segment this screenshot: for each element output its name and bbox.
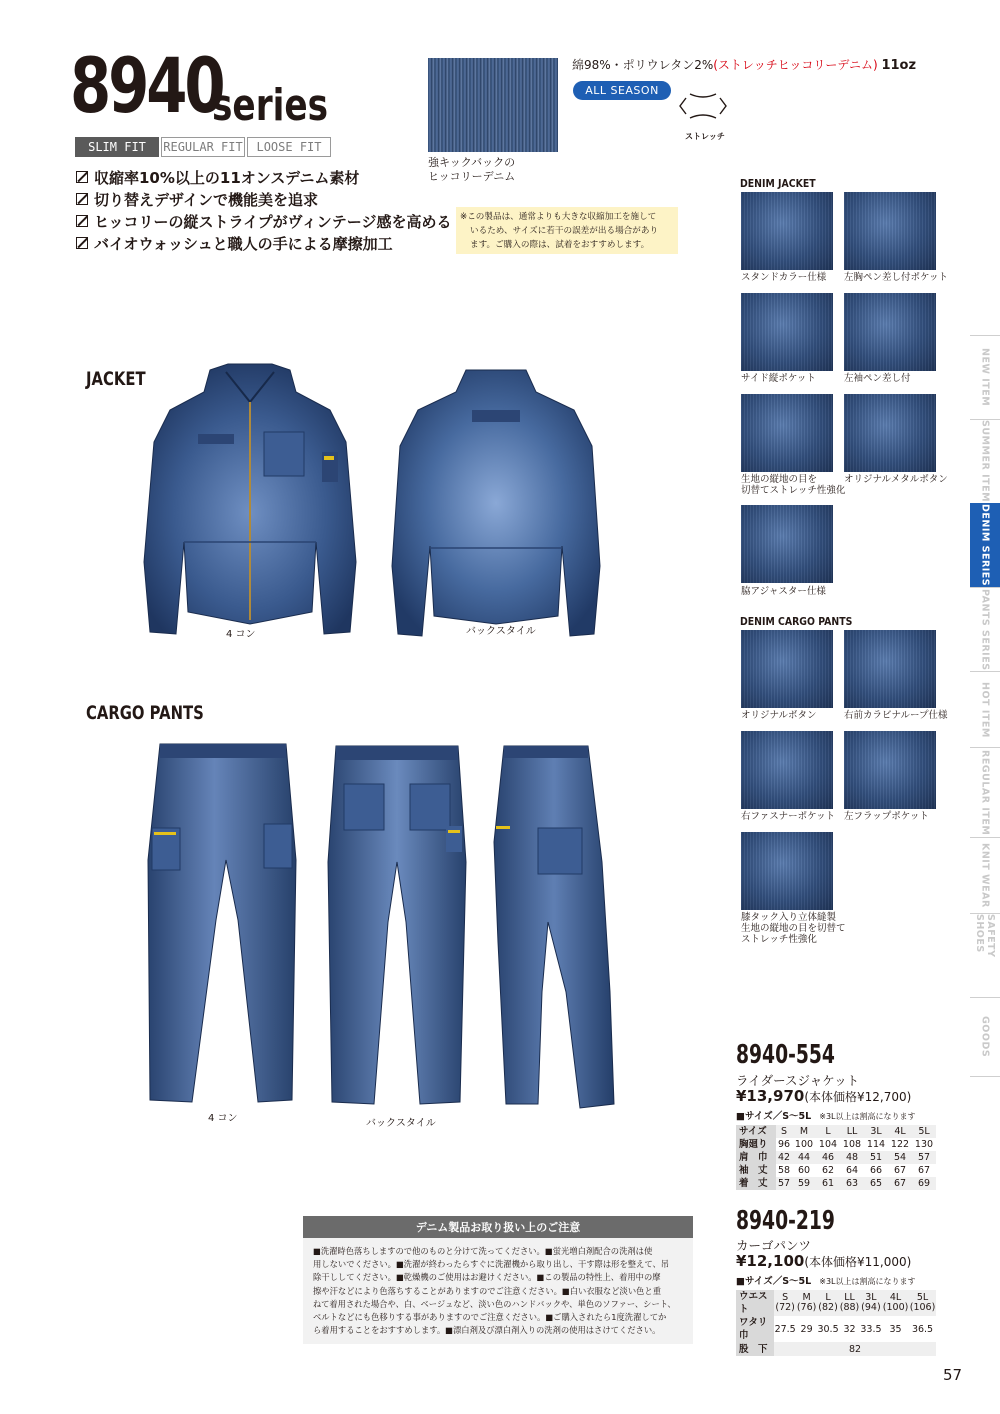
series-number: 8940 (70, 41, 223, 130)
fit-loose: LOOSE FIT (247, 137, 331, 157)
jacket-section-title: JACKET (86, 368, 146, 390)
fit-slim: SLIM FIT (75, 137, 159, 157)
product-code-jacket: 8940-554 (736, 1040, 835, 1070)
product-price-jacket: ¥13,970(本体価格¥12,700) (736, 1087, 912, 1105)
detail-photo (844, 630, 936, 708)
stretch-icon (678, 88, 728, 124)
denim-pants-details-title: DENIM CARGO PANTS (740, 615, 853, 628)
jacket-front-image (140, 362, 360, 640)
checkbox-icon (76, 237, 88, 249)
page-number: 57 (943, 1366, 963, 1384)
pants-front-image (146, 740, 306, 1112)
detail-photo (741, 293, 833, 371)
jacket-front-caption: 4 コン (226, 629, 256, 640)
care-instructions (303, 1216, 693, 1344)
detail-caption: 生地の縦地の目を 切替てストレッチ性強化 (741, 474, 846, 496)
pants-side-image (488, 742, 618, 1112)
checkbox-icon (76, 171, 88, 183)
care-body: ■洗濯時色落ちしますので他のものと分けて洗ってください。■蛍光増白剤配合の洗剤は使 用しないでください。■洗濯が終わったらすぐに洗濯機から取り出し、干す際は形を整えて、吊 除干ししてください。■乾燥機のご使用はお避けください。■この製品の特性上、着用中の摩 擦や汗などにより色落ちすることがありますのでご注意ください。■白い衣服など淡い色と重 ねて着用された場合や、白、ベージュなど、淡い色のハンドバックや、単色のソファー、シート、 ベルトなどにも色移りする事がありますのでご注意ください。■ご購入されたら1度洗濯してか ら着用することをおすすめします。■漂白剤及び漂白剤入りの洗剤の使用はさけてください。 (313, 1246, 676, 1336)
tab-regular-item[interactable]: REGULAR ITEM (970, 747, 1000, 837)
size-table-jacket: サイズ S M L LL 3L 4L 5L 胸廻り 96 100 104 108 114 122 130 肩 巾 42 44 46 48 51 54 57 袖 丈 58 60 62 64 66 67 67 着 丈 57 59 61 63 65 67 69 (736, 1125, 936, 1190)
tab-denim-series[interactable]: DENIM SERIES (970, 503, 1000, 587)
product-name-jacket: ライダースジャケット (736, 1073, 860, 1088)
detail-photo (741, 192, 833, 270)
feature-item: バイオウォッシュと職人の手による摩擦加工 (76, 232, 451, 254)
product-code-pants: 8940-219 (736, 1206, 835, 1236)
size-range-jacket: ■サイズ／S〜5L ※3L以上は割高になります (736, 1111, 916, 1122)
jacket-back-caption: バックスタイル (466, 626, 536, 637)
detail-caption: 左胸ペン差し付ポケット (844, 272, 949, 283)
tab-knit-wear[interactable]: KNIT WEAR (970, 837, 1000, 913)
tab-pants-series[interactable]: PANTS SERIES (970, 587, 1000, 671)
detail-caption: 左フラップポケット (844, 811, 929, 822)
feature-item: ヒッコリーの縦ストライプがヴィンテージ感を高める (76, 210, 451, 232)
tab-new-item[interactable]: NEW ITEM (970, 335, 1000, 419)
detail-photo (741, 630, 833, 708)
detail-photo (741, 832, 833, 910)
sizing-note: ※この製品は、通常よりも大きな収縮加工を施して いるため、サイズに若干の誤差が出る場合があり ます。ご購入の際は、試着をおすすめします。 (456, 207, 678, 254)
pants-front-caption: 4 コン (208, 1113, 238, 1124)
jacket-back-image (386, 366, 606, 640)
tab-safety-shoes[interactable]: SAFETY SHOES (970, 913, 1000, 997)
checkbox-icon (76, 193, 88, 205)
tab-hot-item[interactable]: HOT ITEM (970, 671, 1000, 747)
detail-caption: 右ファスナーポケット (741, 811, 836, 822)
all-season-badge: ALL SEASON (573, 81, 671, 100)
detail-caption: 膝タック入り立体縫製 生地の縦地の目を切替て ストレッチ性強化 (741, 912, 846, 945)
product-name-pants: カーゴパンツ (736, 1238, 812, 1253)
size-table-pants: ウエスト S (72) M (76) L (82) LL (88) 3L (94) 4L (100) 5L (106) ワタリ巾 27.5 29 30.5 32 33.5 35 36.5 股 下 82 (736, 1290, 936, 1356)
checkbox-icon (76, 215, 88, 227)
tab-goods[interactable]: GOODS (970, 997, 1000, 1077)
fit-regular: REGULAR FIT (161, 137, 245, 157)
detail-caption: オリジナルボタン (741, 710, 817, 721)
detail-photo (844, 192, 936, 270)
detail-photo (741, 394, 833, 472)
detail-caption: スタンドカラー仕様 (741, 272, 827, 283)
detail-caption: 脇アジャスター仕様 (741, 586, 826, 597)
feature-item: 収縮率10%以上の11オンスデニム素材 (76, 166, 451, 188)
stretch-label: ストレッチ (685, 132, 725, 141)
product-price-pants: ¥12,100(本体価格¥11,000) (736, 1252, 912, 1270)
pants-section-title: CARGO PANTS (86, 702, 204, 724)
side-tab-nav (970, 335, 1000, 1077)
detail-caption: 右前カラビナループ仕様 (844, 710, 948, 721)
detail-photo (844, 394, 936, 472)
care-title: デニム製品お取り扱い上のご注意 (303, 1216, 693, 1238)
fabric-composition: 綿98%・ポリウレタン2%(ストレッチヒッコリーデニム) 11oz (572, 58, 917, 73)
detail-photo (741, 505, 833, 583)
detail-caption: 左袖ペン差し付 (844, 373, 911, 384)
detail-photo (741, 731, 833, 809)
pants-back-caption: バックスタイル (366, 1118, 436, 1129)
fabric-swatch (428, 58, 558, 152)
feature-list (76, 166, 451, 254)
size-range-pants: ■サイズ／S〜5L ※3L以上は割高になります (736, 1276, 916, 1287)
detail-caption: オリジナルメタルボタン (844, 474, 948, 485)
detail-photo (844, 293, 936, 371)
detail-photo (844, 731, 936, 809)
fabric-caption: 強キックバックの ヒッコリーデニム (428, 156, 516, 183)
detail-caption: サイド縦ポケット (741, 373, 816, 384)
pants-back-image (322, 742, 472, 1112)
series-word: series (212, 80, 329, 131)
fit-bar (75, 137, 333, 157)
denim-jacket-details-title: DENIM JACKET (740, 177, 816, 190)
tab-summer-item[interactable]: SUMMER ITEM (970, 419, 1000, 503)
feature-item: 切り替えデザインで機能美を追求 (76, 188, 451, 210)
